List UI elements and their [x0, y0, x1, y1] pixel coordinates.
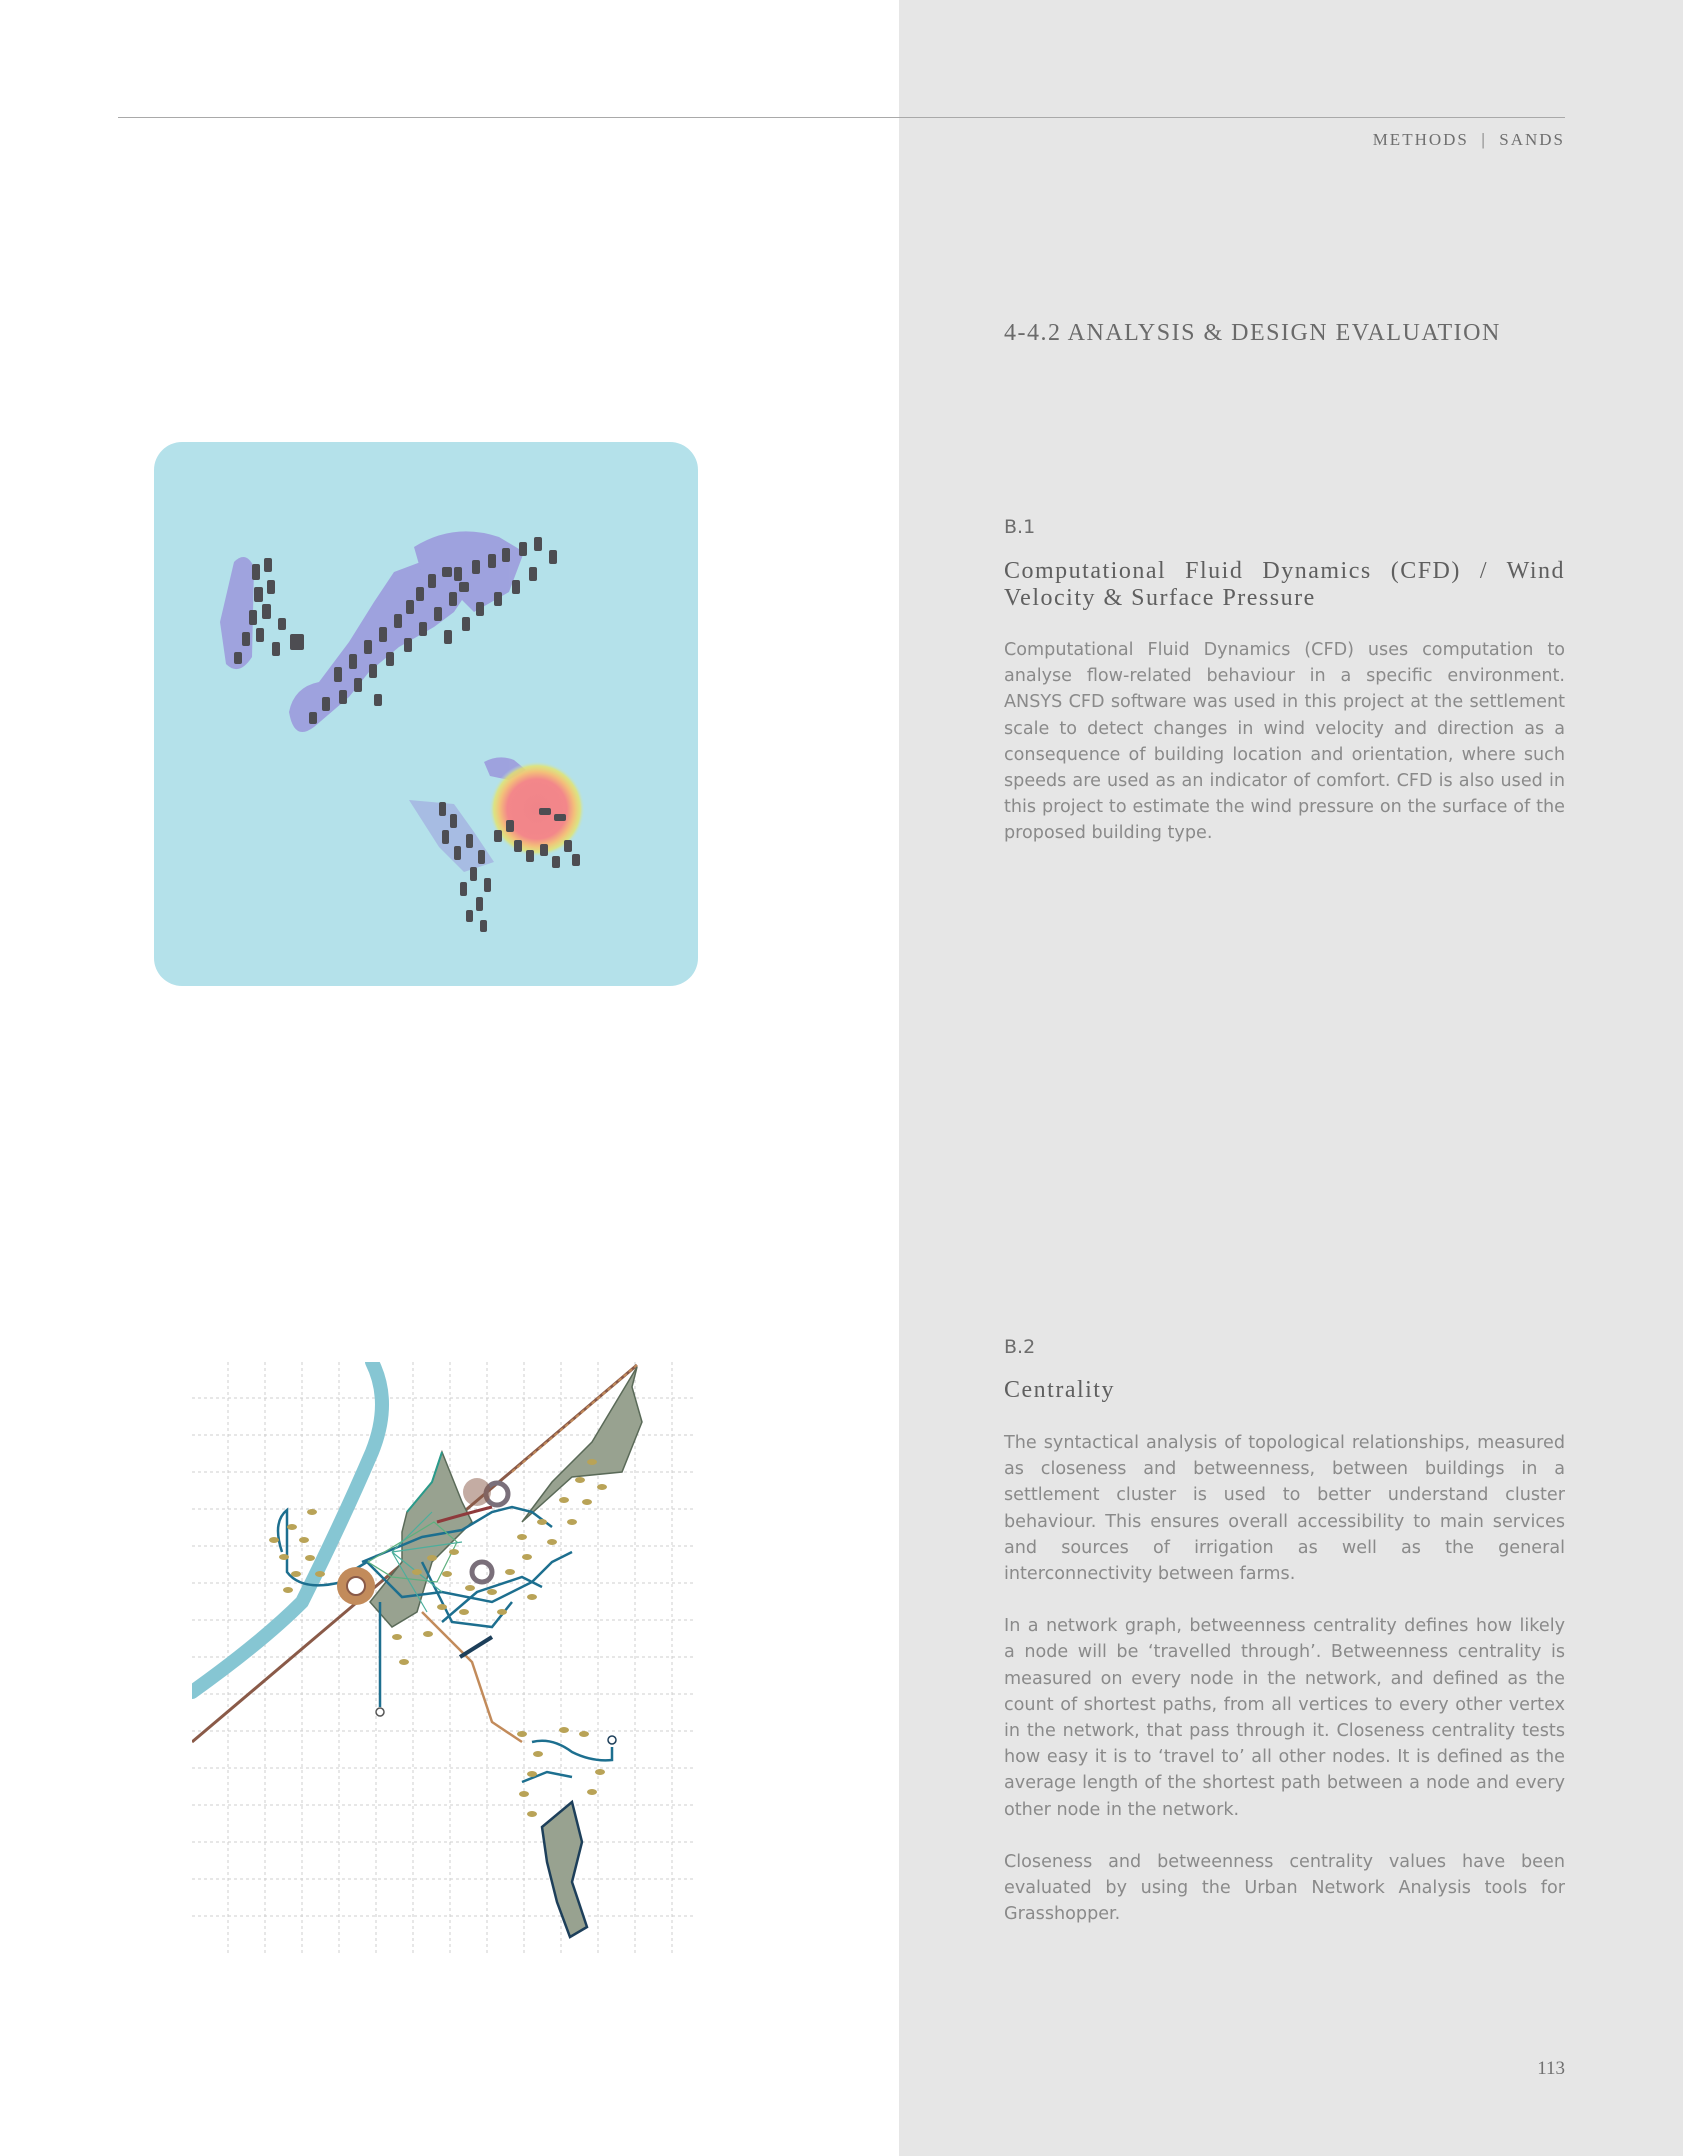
b2-title: Centrality	[1004, 1377, 1115, 1403]
b2-number: B.2	[1004, 1336, 1036, 1358]
cfd-background	[154, 442, 698, 986]
b2-paragraph-1: The syntactical analysis of topological relationships, measured as closeness and betweenness, between buildings in a settlement cluster is used to better understand cluster behaviour. This ensures overall accessibility to main services and sources of irrigation as well as the general interconnectivity between farms.	[1004, 1433, 1565, 1585]
cfd-wind-figure	[154, 442, 698, 986]
top-rule	[118, 117, 1565, 118]
b2-body	[1004, 1430, 1565, 1953]
section-title: 4-4.2 ANALYSIS & DESIGN EVALUATION	[1004, 320, 1501, 346]
b1-number: B.1	[1004, 516, 1036, 538]
b1-title: Computational Fluid Dynamics (CFD) / Wind Velocity & Surface Pressure	[1004, 558, 1565, 611]
b2-paragraph-3: Closeness and betweenness centrality values have been evaluated by using the Urban Network Analysis tools for Grasshopper.	[1004, 1851, 1565, 1925]
green-areas	[370, 1367, 642, 1937]
b1-paragraph: Computational Fluid Dynamics (CFD) uses computation to analyse flow-related behaviour in a specific environment. ANSYS CFD software was used in this project at the settlement scale to detect changes in wind velocity and direction as a consequence of building location and orientation, where such speeds are used as an indicator of comfort. CFD is also used in this project to estimate the wind pressure on the surface of the proposed building type.	[1004, 640, 1565, 844]
dirt-path	[422, 1612, 522, 1742]
b1-body	[1004, 637, 1565, 873]
page-number: 113	[1537, 2058, 1565, 2079]
centrality-network-figure	[192, 1362, 696, 1956]
b2-paragraph-2: In a network graph, betweenness centrality defines how likely a node will be ‘travelled through’. Betweenness centrality is measured on every node in the network, and defined as the count of shortest paths, from all vertices to every other vertex in the network, that pass through it. Closeness centrality tests how easy it is to ‘travel to’ all other nodes. It is defined as the average length of the shortest path between a node and every other node in the network.	[1004, 1616, 1565, 1820]
running-head: METHODS | SANDS	[1372, 130, 1565, 149]
